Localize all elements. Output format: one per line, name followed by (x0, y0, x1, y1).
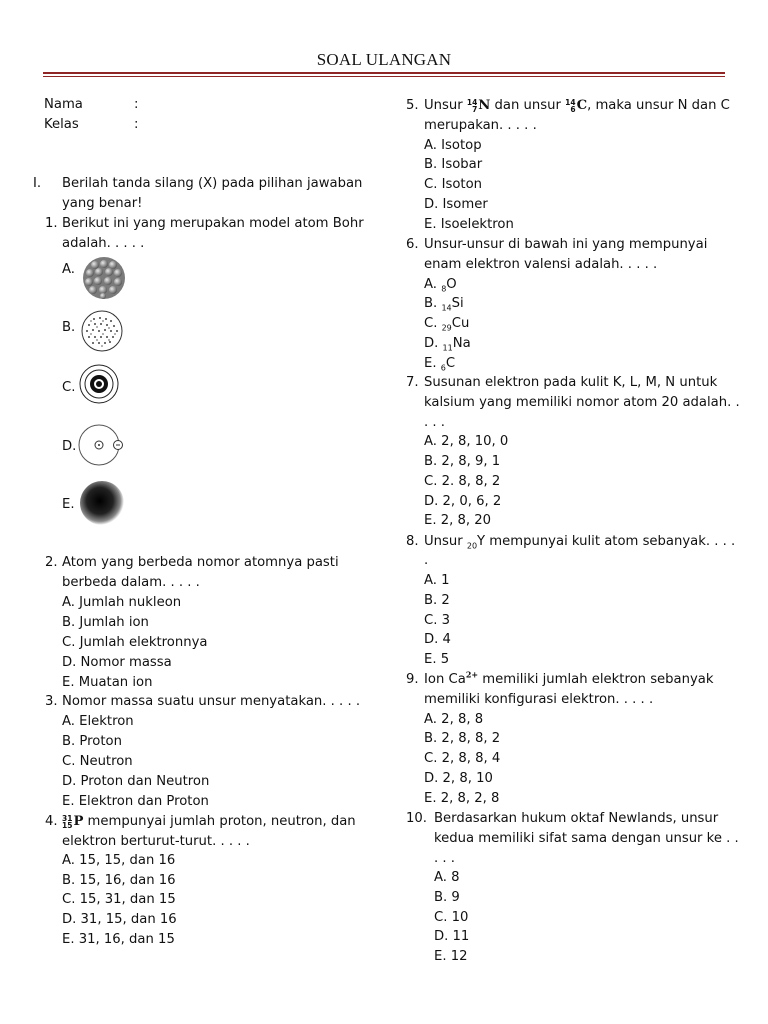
q6-option-b[interactable]: B. $_{14}$Si (424, 296, 464, 313)
q5-option-e[interactable]: E. Isoelektron (424, 217, 514, 232)
q1-option-c[interactable]: C. (62, 380, 76, 395)
dense-sphere-icon (82, 256, 126, 300)
q4-option-c[interactable]: C. 15, 31, dan 15 (62, 892, 176, 907)
section-instruction: Berilah tanda silang (X) pada pilihan jawaban (62, 176, 363, 191)
q3-option-e[interactable]: E. Elektron dan Proton (62, 794, 209, 809)
q10-option-a[interactable]: A. 8 (434, 870, 460, 885)
q2-text-cont: berbeda dalam. . . . . (62, 575, 200, 590)
q2-number: 2. (45, 555, 58, 570)
q2-option-c[interactable]: C. Jumlah elektronnya (62, 635, 208, 650)
q9-text: Ion $Ca^{2+}$ memiliki jumlah elektron sebanyak (424, 669, 714, 687)
q4-option-e[interactable]: E. 31, 16, dan 15 (62, 932, 175, 947)
q7-text-cont: kalsium yang memiliki nomor atom 20 adalah. . (424, 395, 740, 410)
q8-text-cont: . (424, 553, 429, 568)
dotted-circle-icon (80, 309, 124, 353)
q4-text: 31 15P mempunyai jumlah proton, neutron, dan (62, 814, 356, 830)
q1-number: 1. (45, 216, 58, 231)
q7-option-d[interactable]: D. 2, 0, 6, 2 (424, 494, 502, 509)
nucleus-orbit-icon (77, 421, 127, 471)
q6-option-d[interactable]: D. $_{11}$Na (424, 336, 471, 353)
q5-number: 5. (406, 98, 419, 113)
q9-number: 9. (406, 672, 419, 687)
q7-text-cont2: . . . (424, 415, 445, 430)
q6-option-c[interactable]: C. $_{29}$Cu (424, 316, 470, 333)
q5-option-b[interactable]: B. Isobar (424, 157, 483, 172)
q10-text: Berdasarkan hukum oktaf Newlands, unsur (434, 811, 719, 826)
q9-option-e[interactable]: E. 2, 8, 2, 8 (424, 791, 500, 806)
page-title: SOAL ULANGAN (316, 50, 452, 69)
kelas-colon: : (134, 117, 139, 132)
q7-text: Susunan elektron pada kulit K, L, M, N untuk (424, 375, 718, 390)
q1-option-b[interactable]: B. (62, 320, 76, 335)
q8-option-b[interactable]: B. 2 (424, 593, 450, 608)
q9-option-d[interactable]: D. 2, 8, 10 (424, 771, 493, 786)
q6-number: 6. (406, 237, 419, 252)
q5-option-c[interactable]: C. Isoton (424, 177, 483, 192)
q6-text: Unsur-unsur di bawah ini yang mempunyai (424, 237, 708, 252)
q8-option-a[interactable]: A. 1 (424, 573, 450, 588)
q2-text: Atom yang berbeda nomor atomnya pasti (62, 555, 339, 570)
gradient-sphere-icon (79, 480, 125, 526)
q1-option-d[interactable]: D. (62, 439, 77, 454)
q3-option-d[interactable]: D. Proton dan Neutron (62, 774, 210, 789)
q4-text-cont: elektron berturut-turut. . . . . (62, 834, 250, 849)
q1-text: Berikut ini yang merupakan model atom Bohr (62, 216, 364, 231)
q3-option-a[interactable]: A. Elektron (62, 714, 134, 729)
q3-option-b[interactable]: B. Proton (62, 734, 122, 749)
nama-colon: : (134, 97, 139, 112)
q5-text-cont: merupakan. . . . . (424, 118, 537, 133)
q10-option-b[interactable]: B. 9 (434, 890, 460, 905)
q9-option-c[interactable]: C. 2, 8, 8, 4 (424, 751, 501, 766)
q7-number: 7. (406, 375, 419, 390)
q10-option-d[interactable]: D. 11 (434, 929, 470, 944)
concentric-rings-icon (78, 363, 120, 405)
q2-option-e[interactable]: E. Muatan ion (62, 675, 153, 690)
q1-option-e[interactable]: E. (62, 497, 75, 512)
q10-option-e[interactable]: E. 12 (434, 949, 468, 964)
q7-option-a[interactable]: A. 2, 8, 10, 0 (424, 434, 509, 449)
q6-option-e[interactable]: E. $_6$C (424, 356, 456, 373)
q4-option-a[interactable]: A. 15, 15, dan 16 (62, 853, 176, 868)
q4-option-d[interactable]: D. 31, 15, dan 16 (62, 912, 177, 927)
q10-text-cont: kedua memiliki sifat sama dengan unsur ke . . (434, 831, 739, 846)
q4-number: 4. (45, 814, 58, 829)
q7-option-c[interactable]: C. 2. 8, 8, 2 (424, 474, 501, 489)
title-divider (43, 72, 725, 74)
q5-option-a[interactable]: A. Isotop (424, 138, 482, 153)
q10-option-c[interactable]: C. 10 (434, 910, 469, 925)
q3-number: 3. (45, 694, 58, 709)
q2-option-d[interactable]: D. Nomor massa (62, 655, 172, 670)
section-number: I. (33, 176, 42, 191)
q6-text-cont: enam elektron valensi adalah. . . . . (424, 257, 658, 272)
q9-option-b[interactable]: B. 2, 8, 8, 2 (424, 731, 501, 746)
q8-option-d[interactable]: D. 4 (424, 632, 451, 647)
q9-option-a[interactable]: A. 2, 8, 8 (424, 712, 484, 727)
q2-option-b[interactable]: B. Jumlah ion (62, 615, 149, 630)
q3-text: Nomor massa suatu unsur menyatakan. . . . . (62, 694, 361, 709)
q4-nuclide-numbers: 31 15 (62, 814, 73, 830)
q7-option-e[interactable]: E. 2, 8, 20 (424, 513, 492, 528)
section-instruction-cont: yang benar! (62, 196, 143, 211)
q1-option-a[interactable]: A. (62, 262, 75, 277)
title-divider-thin (43, 76, 725, 77)
q6-option-a[interactable]: A. $_8$O (424, 277, 457, 294)
q8-option-c[interactable]: C. 3 (424, 613, 450, 628)
q8-text: Unsur $_{20}$Y mempunyai kulit atom sebanyak. . . . (424, 534, 736, 551)
q1-text-cont: adalah. . . . . (62, 236, 145, 251)
kelas-label: Kelas (44, 117, 79, 132)
q2-option-a[interactable]: A. Jumlah nukleon (62, 595, 182, 610)
q5-text: Unsur 14 7N dan unsur 14 6C, maka unsur N dan C (424, 98, 730, 114)
nama-label: Nama (44, 97, 83, 112)
q5-option-d[interactable]: D. Isomer (424, 197, 488, 212)
q8-number: 8. (406, 534, 419, 549)
q7-option-b[interactable]: B. 2, 8, 9, 1 (424, 454, 501, 469)
q10-number: 10. (406, 811, 427, 826)
q9-text-cont: memiliki konfigurasi elektron. . . . . (424, 692, 654, 707)
q4-option-b[interactable]: B. 15, 16, dan 16 (62, 873, 176, 888)
q10-text-cont2: . . . (434, 851, 455, 866)
q8-option-e[interactable]: E. 5 (424, 652, 450, 667)
q3-option-c[interactable]: C. Neutron (62, 754, 133, 769)
